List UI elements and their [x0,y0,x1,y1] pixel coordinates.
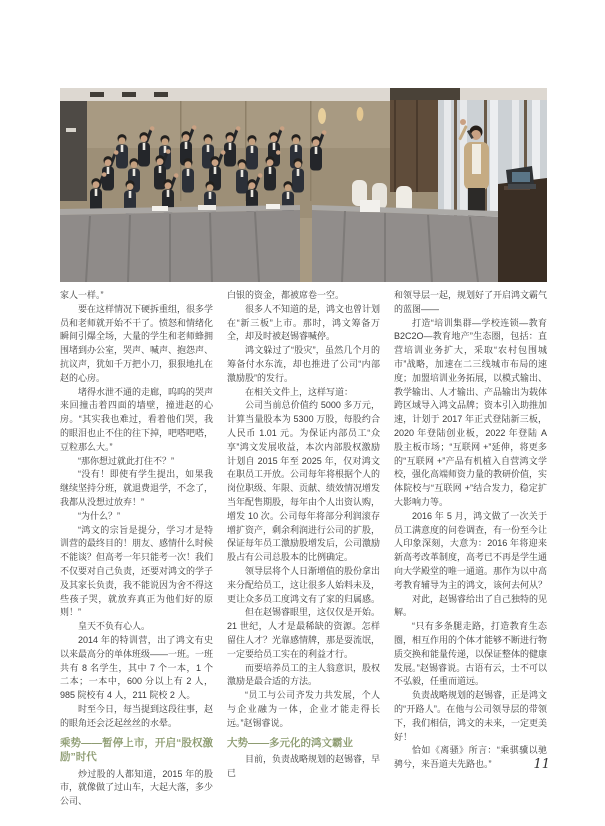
paragraph: “员工与公司齐发力共发展，个人与企业融为一体，企业才能走得长远。”赵锡睿说。 [227,690,380,728]
paragraph: 堵得水泄不通的走廊，呜呜的哭声来回撞击着四面的墙壁，撞进赵的心房。“其实我也难过，看着他们哭，我的眼泪也止不住的往下掉，吧嗒吧嗒，豆粒那么大。” [60,386,214,452]
paragraph: 家人一样。” [60,290,104,300]
photo-podium [498,166,547,282]
paragraph: 但在赵锡睿眼里，这仅仅是开始。21 世纪，人才是最稀缺的资源。怎样留住人才？光靠感情牌，那是耍流氓，一定要给员工实在的利益才行。 [227,607,381,659]
paragraph: 打造“培训集群—学校连锁—教育B2C2O—教育地产”生态圈，包括：直营培训业务扩大，采取“农村包围城市”战略，加速在二三线城市布局的速度；加盟培训业务拓展，以模式输出、教学输出、人才输出、产品输出为载体跨区域导入鸿文品牌；资本引入助推加速，计划于 2017 年正式登陆新三板，2020 年登陆创业板，2022 年登陆 A 股主板市场；“互联网 +”延伸，将更多的“互联网 +”产品有机植入自营鸿文学校，强化高端师资力量的教研价值，实体院校与“互联网 +”结合发力，稳定扩大影响力等。 [394,317,548,507]
paragraph: 炒过股的人都知道，2015 年的股市，就像做了过山车，大起大落，多少公司、 [60,768,214,807]
conference-photo-illustration [60,88,547,282]
paragraph: 而要培养员工的主人翁意识，股权激励是最合适的方法。 [227,662,381,687]
paragraph: 白银的资金，都被席卷一空。 [227,290,345,300]
page-number: 11 [533,757,550,772]
paragraph: 目前，负责战略规划的赵锡睿，早已 [227,754,381,778]
paragraph: “只有多条腿走路，打造教育生态圈，相互作用的个体才能够不断进行物质交换和能量传递，以保证整体的健康发展。”赵锡睿说。古语有云，士不可以不弘毅，任重而道远。 [394,621,548,687]
column-middle [227,289,380,809]
paragraph: “为什么？” [78,510,120,521]
paragraph: 皇天不负有心人。 [78,621,151,632]
paragraph: 负责战略规划的赵锡睿，正是鸿文的“开路人”。在他与公司领导层的带领下，我们相信，鸿文的未来，一定更美好！ [394,690,548,742]
paragraph: “鸿文的宗旨是提分，学习才是特训营的最终目的！朋友、感情什么时候不能谈？但高考一年只能考一次！我们不仅要对自己负责，还要对鸿文的学子及其家长负责，我不能说因为舍不得这些孩子哭，就放弃真正为他们好的原则！” [60,524,214,618]
paragraph: “那你想过就此打住不？” [78,455,174,466]
section-heading: 大势——多元化的鸿文霸业 [227,736,353,749]
paragraph: 鸿文躲过了“股灾”，虽然几个月的筹备付水东流，却也推进了公司“内部激励股”的发行。 [227,345,380,383]
photo-sconce-light [318,108,326,124]
paragraph: 2016 年 5 月，鸿文做了一次关于员工满意度的问卷调查，有一份至今让人印象深刻，大意为：2016 年将迎来新高考改革制度，高考已不再是学生通向大学殿堂的唯一通道。那作为以中高考教育辅导为主的鸿文，该何去何从？ [394,510,548,590]
photo-wood-panel [390,100,440,192]
paragraph: 公司当前总价值约 5000 多万元，计算当量股本为 5300 万股，每股约合人民币 1.01 元。为保证内部员工“众享”鸿文发展收益，本次内部股权激励计划自 2015 年至 2025 年，仅对鸿文在职员工开放。公司每年将根据个人的岗位职级、年限、贡献、绩效情况增发当年配售期股，每年由个人出资认购，增发 10 次。公司每年将部分利润滚存增扩资产，剩余利润进行公司的扩股，保证每年员工激励股增发后，公司激励股占有公司总股本的比例确定。 [227,400,381,563]
conference-photo [60,88,547,282]
text-columns [60,289,547,809]
column-right [394,289,547,809]
paragraph: 时至今日，每当提到这段往事，赵的眼角还会泛起丝丝的水晕。 [60,703,214,728]
paragraph: 很多人不知道的是，鸿文也曾计划在“新三板”上市。那时，鸿文筹备万全，却及时被赵锡睿喊停。 [227,303,381,342]
paragraph: 对此，赵锡睿给出了自己独特的见解。 [394,593,548,618]
photo-doorway [60,101,87,201]
paragraph: 恰如《离骚》所言：“乘骐骥以驰骋兮，来吾道夫先路也。” [394,745,547,770]
paragraph: 和领导层一起，规划好了开启鸿文霸气的蓝图—— [394,290,548,314]
photo-tables [60,200,530,282]
paragraph: 领导层将个人日渐增值的股份拿出来分配给员工，这让很多人始料未及，更让众多员工度鸿文有了家的归属感。 [227,565,381,604]
column-left [60,289,213,809]
paragraph: 要在这样情况下硬拆重组，很多学员和老师就开始不干了。愤怒和情绪化瞬间引爆全场，大量的学生和老师蜂拥围堵到办公室，哭声、喊声、抱怨声、抗议声，犹如千万把小刀，狠狠地扎在赵的心房。 [60,303,214,383]
section-heading: 乘势——暂停上市，开启“股权激励”时代 [60,736,213,763]
paragraph: 在相关文件上，这样写道： [245,386,354,397]
paragraph: 2014 年的特训营，出了鸿文有史以来最高分的单体班级——一班。一班共有 8 名学生，其中 7 个一本，1 个二本；一本中，600 分以上有 2 人，985 院校有 4 人，211 院校 2 人。 [60,634,214,701]
paragraph: “没有！即使有学生提出，如果我继续坚持分班，就退费退学，不念了，我都从没想过放弃！” [60,469,214,507]
